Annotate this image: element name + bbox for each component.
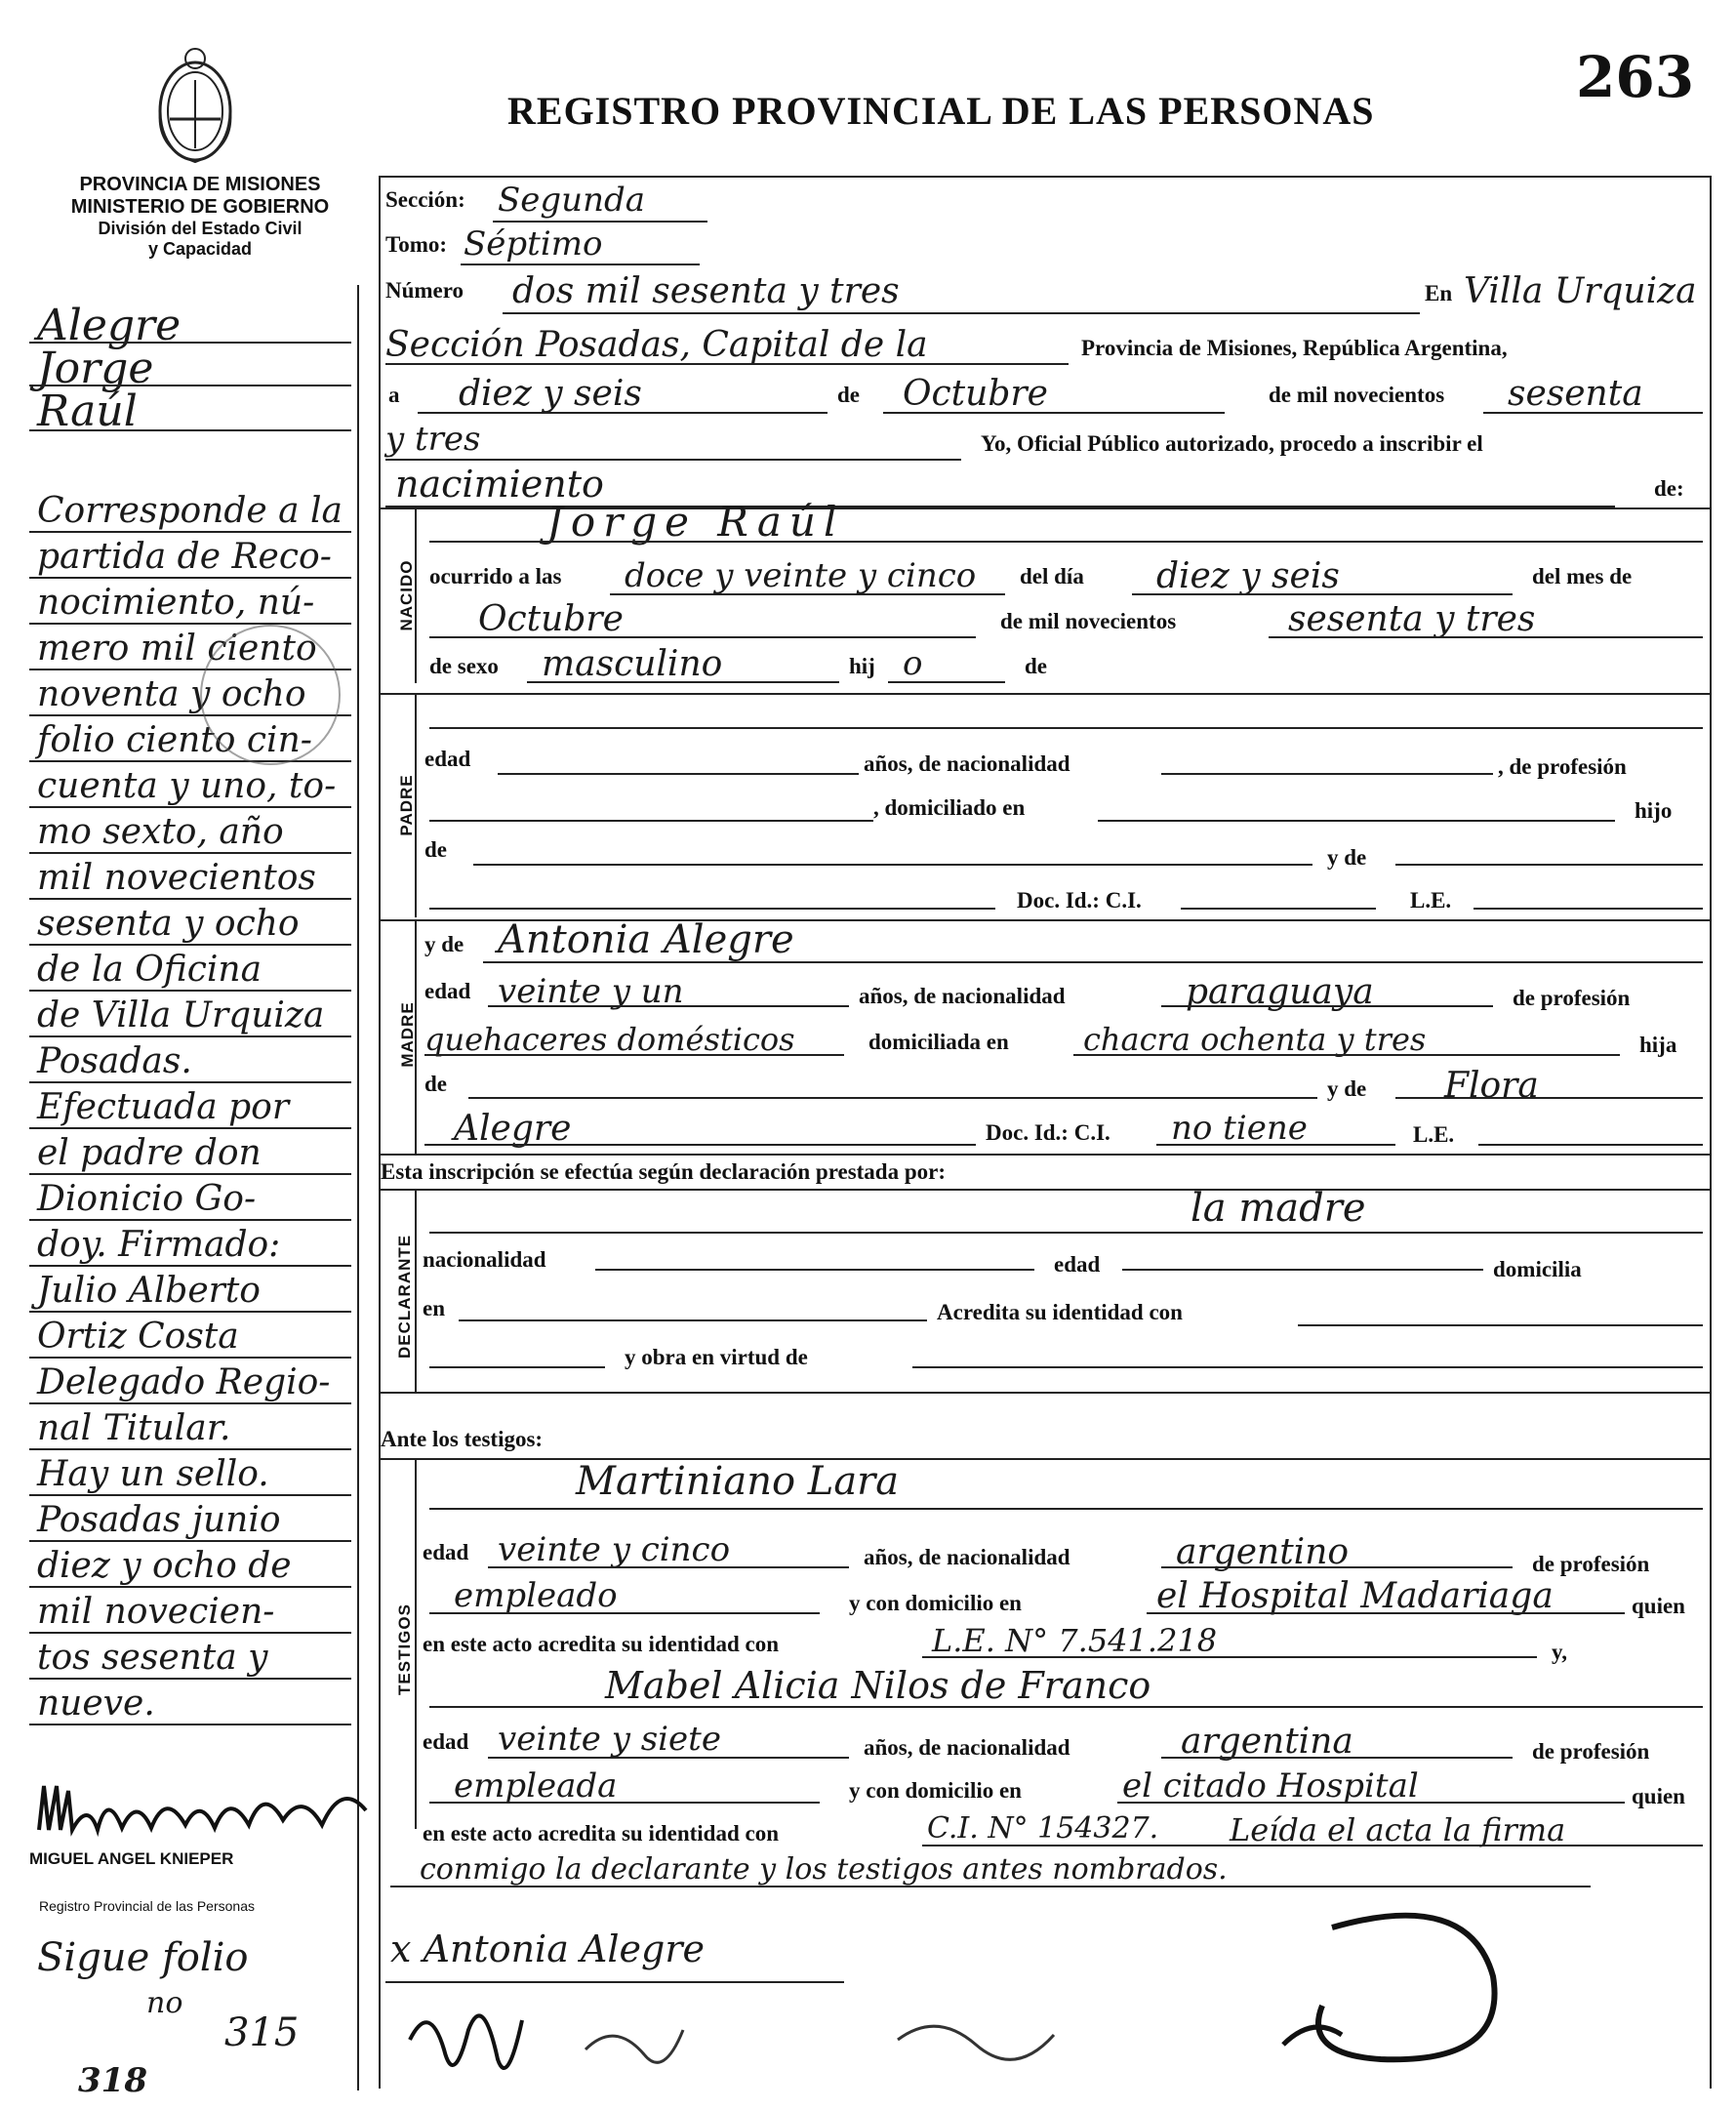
provincia-text: Provincia de Misiones, República Argentina,	[1081, 336, 1508, 360]
margin-note-2: nocimiento, nú-	[37, 583, 315, 623]
margin-note-1: partida de Reco-	[37, 537, 332, 577]
margin-note-5: folio ciento cin-	[37, 720, 312, 760]
nacido-de-mil-label: de mil novecientos	[1000, 609, 1177, 633]
declarante-intro: Esta inscripción se efectúa según declaración prestada por:	[381, 1159, 947, 1184]
margin-note-20: nal Titular.	[37, 1408, 231, 1448]
en-value: Villa Urquiza	[1464, 271, 1697, 311]
margin-name-3: Raúl	[37, 386, 138, 436]
madre-nacionalidad-value: paraguaya	[1186, 972, 1374, 1012]
nacido-anio-value: sesenta y tres	[1288, 599, 1536, 639]
t1-doc-value: L.E. N° 7.541.218	[932, 1622, 1218, 1659]
declarante-section-label: DECLARANTE	[395, 1234, 414, 1359]
margin-note-6: cuenta y uno, to-	[37, 766, 337, 806]
acto-value: nacimiento	[395, 463, 604, 506]
de-label: de	[837, 383, 860, 407]
padre-section-label: PADRE	[397, 774, 416, 836]
margin-note-14: el padre don	[37, 1133, 262, 1173]
t1-anios-label: años, de nacionalidad	[864, 1545, 1070, 1569]
padre-anios-label: años, de nacionalidad	[864, 751, 1070, 776]
hijo-value: o	[903, 644, 923, 683]
madre-doc-value: no tiene	[1171, 1109, 1308, 1148]
dia-value: diez y seis	[459, 374, 642, 414]
madre-madre-value: Flora	[1444, 1066, 1539, 1106]
madre-edad-value: veinte y un	[498, 972, 684, 1011]
nacido-de-label: de	[1025, 654, 1047, 678]
declarante-virtud-label: y obra en virtud de	[625, 1345, 808, 1369]
a-label: a	[388, 383, 400, 407]
signature-circle	[1273, 1898, 1508, 2074]
en-label: En	[1425, 281, 1453, 305]
anio-value-2: y tres	[385, 420, 481, 459]
testigo1-nombre: Martiniano Lara	[576, 1459, 900, 1504]
t1-domicilio-value: el Hospital Madariaga	[1156, 1576, 1554, 1616]
padre-doc-label: Doc. Id.: C.I.	[1017, 888, 1142, 913]
margin-name-2: Jorge	[37, 344, 154, 393]
t1-y-label: y,	[1552, 1640, 1567, 1664]
declarante-firma: x Antonia Alegre	[390, 1927, 705, 1970]
sigue-folio: Sigue folio	[37, 1935, 249, 1980]
form-right-border	[1710, 176, 1712, 2089]
stamp-text-1: MIGUEL ANGEL KNIEPER	[29, 1849, 234, 1868]
numero-value: dos mil sesenta y tres	[512, 271, 900, 311]
nacido-mes-value: Octubre	[478, 599, 624, 639]
madre-section-label: MADRE	[398, 1001, 417, 1068]
seccion-label: Sección:	[385, 187, 465, 212]
bottom-number: 318	[78, 2061, 147, 2100]
madre-de-label: de	[424, 1072, 447, 1096]
t2-profesion-value: empleada	[454, 1766, 618, 1806]
nacido-section-label: NACIDO	[397, 559, 416, 631]
agency-line-3: División del Estado Civil	[98, 219, 303, 238]
margin-note-19: Delegado Regio-	[37, 1362, 331, 1402]
t2-profesion-label: de profesión	[1532, 1739, 1650, 1764]
t1-profesion-label: de profesión	[1532, 1552, 1650, 1576]
margin-note-26: nueve.	[37, 1684, 155, 1724]
t1-edad-label: edad	[423, 1540, 469, 1564]
t2-domicilio-value: el citado Hospital	[1122, 1766, 1419, 1806]
madre-y-de-label: y de	[424, 932, 464, 956]
madre-domicilio-value: chacra ochenta y tres	[1083, 1021, 1427, 1058]
margin-note-22: Posadas junio	[37, 1500, 281, 1540]
mes-value: Octubre	[903, 374, 1048, 414]
t2-acredita-label: en este acto acredita su identidad con	[423, 1821, 780, 1846]
agency-line-1: PROVINCIA DE MISIONES	[79, 174, 321, 195]
hijo-label: hij	[849, 654, 875, 678]
sigue-no: no	[146, 1986, 183, 2020]
nacido-nombre: Jorge Raúl	[546, 498, 845, 546]
folio-number: 315	[224, 2010, 300, 2055]
del-mes-label: del mes de	[1532, 564, 1633, 588]
t1-acredita-label: en este acto acredita su identidad con	[423, 1632, 780, 1656]
agency-line-4: y Capacidad	[147, 239, 253, 259]
t2-nacionalidad-value: argentina	[1181, 1722, 1353, 1762]
margin-note-18: Ortiz Costa	[37, 1317, 239, 1357]
madre-domiciliada-label: domiciliada en	[868, 1030, 1009, 1054]
margin-note-15: Dionicio Go-	[37, 1179, 257, 1219]
margin-note-13: Efectuada por	[37, 1087, 290, 1127]
testigos-intro: Ante los testigos:	[381, 1427, 544, 1451]
t2-edad-value: veinte y siete	[498, 1720, 721, 1759]
official-stamp	[200, 625, 341, 765]
t2-edad-label: edad	[423, 1729, 469, 1754]
t1-domicilio-label: y con domicilio en	[849, 1591, 1022, 1615]
padre-hijo-label: hijo	[1635, 798, 1673, 823]
de-colon-label: de:	[1654, 476, 1684, 501]
anio-value-1: sesenta	[1508, 374, 1643, 414]
declarante-domicilio-label: domicilia	[1493, 1257, 1582, 1281]
margin-signature	[29, 1771, 381, 1849]
t1-profesion-value: empleado	[454, 1576, 618, 1615]
declarante-nombre: la madre	[1191, 1186, 1366, 1231]
agency-line-2: MINISTERIO DE GOBIERNO	[70, 196, 330, 218]
margin-note-21: Hay un sello.	[37, 1454, 269, 1494]
tomo-label: Tomo:	[385, 232, 448, 257]
margin-note-16: doy. Firmado:	[37, 1225, 281, 1265]
margin-note-10: de la Oficina	[37, 950, 262, 990]
padre-le-label: L.E.	[1410, 888, 1452, 913]
madre-doc-label: Doc. Id.: C.I.	[986, 1120, 1110, 1145]
nacido-dia-value: diez y seis	[1156, 556, 1340, 596]
padre-edad-label: edad	[424, 747, 471, 771]
t1-edad-value: veinte y cinco	[498, 1530, 731, 1569]
t2-quien-label: quien	[1632, 1784, 1685, 1808]
lugar-value: Sección Posadas, Capital de la	[385, 325, 928, 365]
padre-y-de-label: y de	[1327, 845, 1367, 870]
margin-note-11: de Villa Urquiza	[37, 995, 325, 1035]
margin-note-4: noventa y ocho	[37, 674, 306, 714]
margin-note-23: diez y ocho de	[37, 1546, 292, 1586]
seccion-value: Segunda	[498, 181, 646, 220]
de-mil-label: de mil novecientos	[1269, 383, 1445, 407]
t2-anios-label: años, de nacionalidad	[864, 1735, 1070, 1760]
declarante-acredita-label: Acredita su identidad con	[937, 1300, 1183, 1324]
margin-note-17: Julio Alberto	[37, 1271, 261, 1311]
del-dia-label: del día	[1020, 564, 1084, 588]
document-title: REGISTRO PROVINCIAL DE LAS PERSONAS	[507, 89, 1375, 133]
sexo-label: de sexo	[429, 654, 499, 678]
padre-domiciliado-label: , domiciliado en	[873, 795, 1026, 820]
page-number: 263	[1576, 44, 1695, 110]
declarante-en-label: en	[423, 1296, 445, 1320]
padre-de-label: de	[424, 837, 447, 862]
madre-apellido-value: Alegre	[454, 1109, 572, 1149]
margin-note-3: mero mil ciento	[37, 629, 317, 669]
margin-note-8: mil novecientos	[37, 858, 316, 898]
margin-note-7: mo sexto, año	[37, 812, 284, 852]
margin-note-24: mil novecien-	[37, 1592, 275, 1632]
madre-hija-label: hija	[1639, 1033, 1677, 1057]
cierre-2: conmigo la declarante y los testigos antes nombrados.	[420, 1852, 1228, 1887]
margin-note-12: Posadas.	[37, 1041, 192, 1081]
tomo-value: Séptimo	[464, 224, 603, 264]
declarante-edad-label: edad	[1054, 1252, 1101, 1277]
sexo-value: masculino	[542, 644, 723, 684]
madre-nombre: Antonia Alegre	[498, 917, 794, 962]
agency-block	[39, 174, 361, 260]
stamp-text-2: Registro Provincial de las Personas	[39, 1898, 255, 1914]
madre-anios-label: años, de nacionalidad	[859, 984, 1066, 1008]
coat-of-arms-icon	[146, 41, 244, 168]
madre-profesion-label: de profesión	[1513, 986, 1631, 1010]
declarante-nacionalidad-label: nacionalidad	[423, 1247, 546, 1272]
margin-note-9: sesenta y ocho	[37, 904, 300, 944]
cierre-1: Leída el acta la firma	[1230, 1811, 1566, 1848]
madre-edad-label: edad	[424, 979, 471, 1003]
t1-nacionalidad-value: argentino	[1176, 1532, 1350, 1572]
padre-profesion-label: , de profesión	[1498, 754, 1627, 779]
madre-profesion-value: quehaceres domésticos	[424, 1021, 795, 1058]
ocurrido-label: ocurrido a las	[429, 564, 562, 588]
testigos-section-label: TESTIGOS	[395, 1603, 414, 1695]
madre-le-label: L.E.	[1413, 1122, 1455, 1147]
t2-doc-value: C.I. N° 154327.	[927, 1811, 1159, 1846]
form-top-border	[379, 176, 1710, 178]
t2-domicilio-label: y con domicilio en	[849, 1778, 1022, 1803]
madre-y-de2-label: y de	[1327, 1076, 1367, 1101]
testigo2-nombre: Mabel Alicia Nilos de Franco	[605, 1664, 1151, 1707]
hora-value: doce y veinte y cinco	[625, 556, 977, 595]
numero-label: Número	[385, 278, 464, 303]
oficial-text: Yo, Oficial Público autorizado, procedo a inscribir el	[981, 431, 1483, 456]
margin-note-0: Corresponde a la	[37, 491, 343, 531]
margin-name-1: Alegre	[37, 301, 182, 350]
t1-quien-label: quien	[1632, 1594, 1685, 1618]
margin-note-25: tos sesenta y	[37, 1638, 268, 1678]
